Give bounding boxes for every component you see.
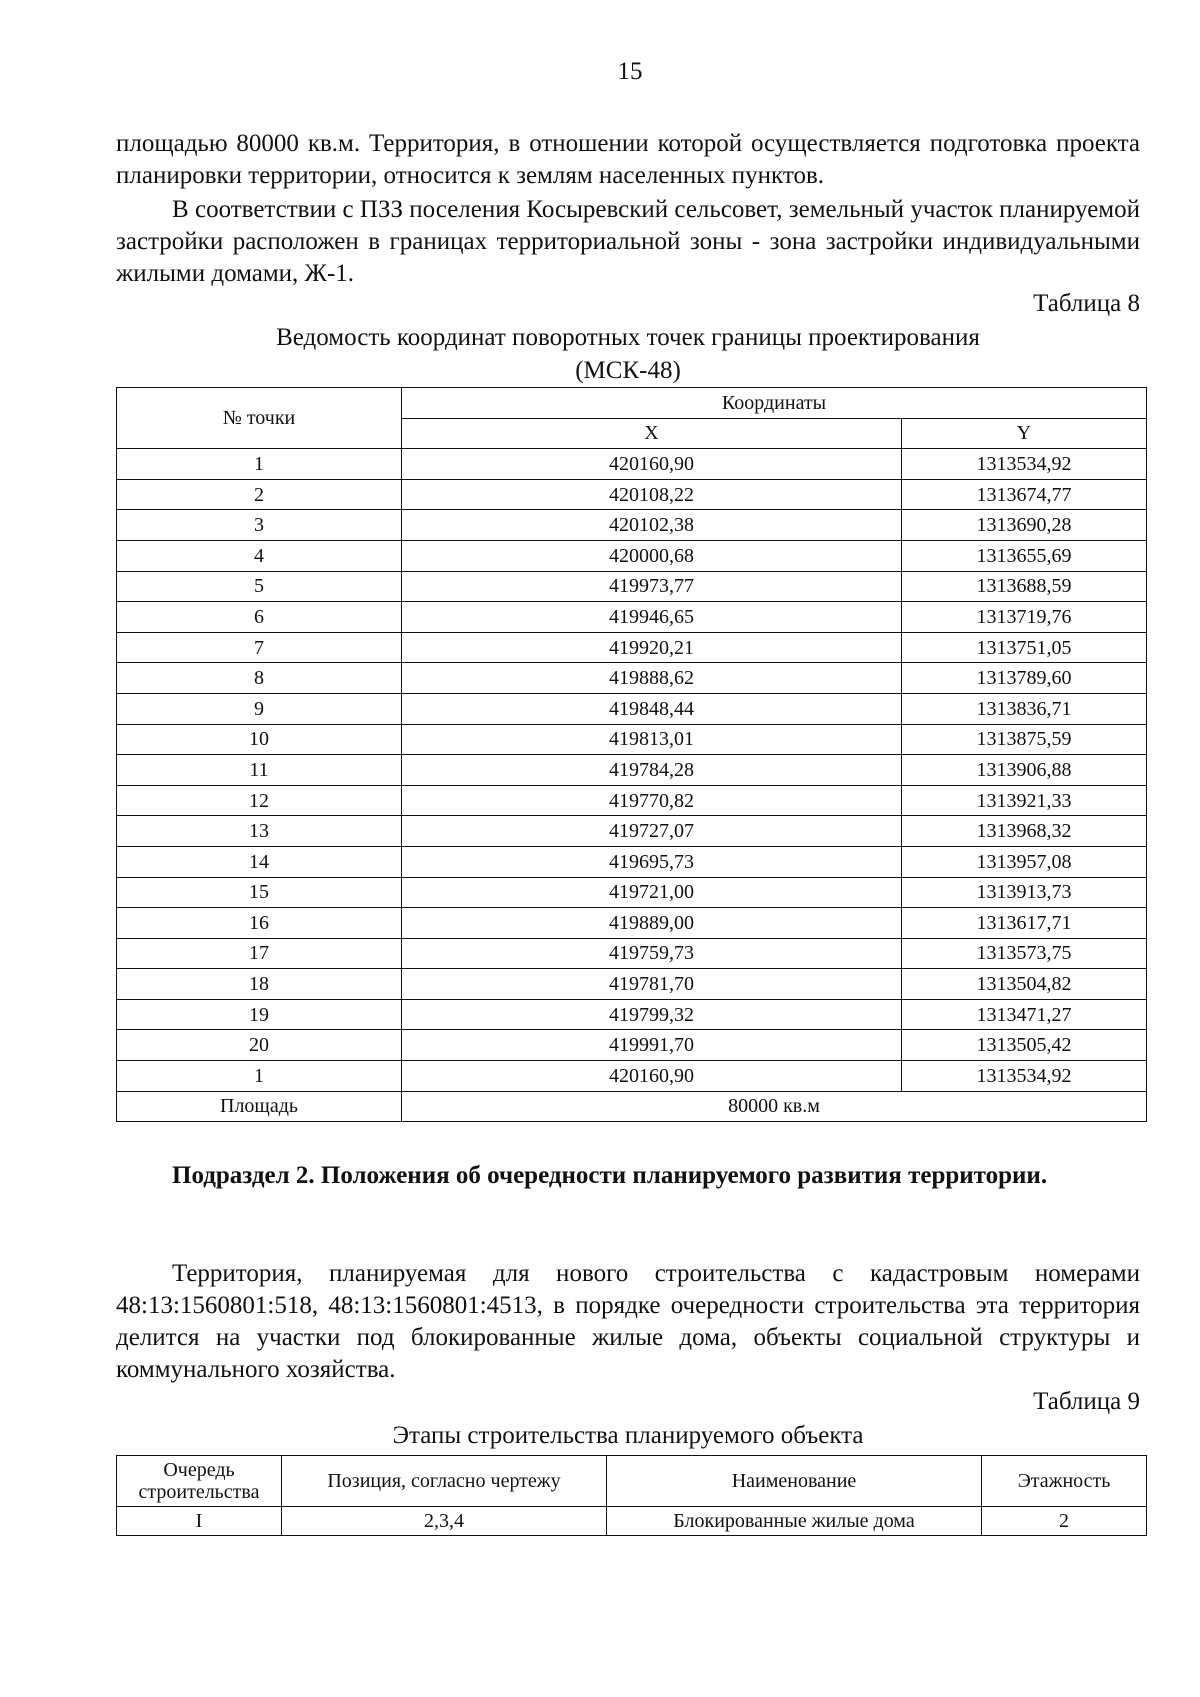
table-row xyxy=(117,908,1147,939)
point-number-cell: 17 xyxy=(117,938,402,969)
x-coordinate-cell: 420160,90 xyxy=(402,1061,902,1092)
header-y: Y xyxy=(902,418,1147,449)
table-row xyxy=(117,1507,1147,1536)
paragraph-area-land-category: площадью 80000 кв.м. Территория, в отношении которой осуществляется подготовка проекта планировки территории, относится к землям населенных пунктов. xyxy=(116,130,1140,189)
point-number-cell: 1 xyxy=(117,449,402,480)
table-8-caption-line-2: (МСК-48) xyxy=(575,357,681,384)
x-coordinate-cell: 419695,73 xyxy=(402,846,902,877)
y-coordinate-cell: 1313674,77 xyxy=(902,479,1147,510)
x-coordinate-cell: 420108,22 xyxy=(402,479,902,510)
table-row xyxy=(117,1030,1147,1061)
point-number-cell: 16 xyxy=(117,908,402,939)
point-number-cell: 20 xyxy=(117,1030,402,1061)
area-value: 80000 кв.м xyxy=(402,1091,1147,1122)
y-coordinate-cell: 1313913,73 xyxy=(902,877,1147,908)
point-number-cell: 18 xyxy=(117,969,402,1000)
y-coordinate-cell: 1313504,82 xyxy=(902,969,1147,1000)
x-coordinate-cell: 419727,07 xyxy=(402,816,902,847)
y-coordinate-cell: 1313655,69 xyxy=(902,540,1147,571)
y-coordinate-cell: 1313534,92 xyxy=(902,1061,1147,1092)
y-coordinate-cell: 1313573,75 xyxy=(902,938,1147,969)
y-coordinate-cell: 1313617,71 xyxy=(902,908,1147,939)
point-number-cell: 11 xyxy=(117,755,402,786)
construction-stages-table xyxy=(116,1455,1147,1536)
paragraph-construction-order: Территория, планируемая для нового строительства с кадастровым номерами 48:13:1560801:518, 48:13:1560801:4513, в порядке очередности строительства эта территория делится на участки под блокированные жилые дома, объекты социальной структуры и коммунального хозяйства. xyxy=(116,1260,1140,1383)
y-coordinate-cell: 1313957,08 xyxy=(902,846,1147,877)
point-number-cell: 1 xyxy=(117,1061,402,1092)
y-coordinate-cell: 1313471,27 xyxy=(902,999,1147,1030)
y-coordinate-cell: 1313505,42 xyxy=(902,1030,1147,1061)
y-coordinate-cell: 1313836,71 xyxy=(902,693,1147,724)
point-number-cell: 19 xyxy=(117,999,402,1030)
x-coordinate-cell: 419889,00 xyxy=(402,908,902,939)
x-coordinate-cell: 419888,62 xyxy=(402,663,902,694)
header-floors: Этажность xyxy=(982,1456,1147,1507)
y-coordinate-cell: 1313789,60 xyxy=(902,663,1147,694)
x-coordinate-cell: 419784,28 xyxy=(402,755,902,786)
x-coordinate-cell: 420000,68 xyxy=(402,540,902,571)
table-9-caption: Этапы строительства планируемого объекта xyxy=(392,1422,864,1449)
name-cell: Блокированные жилые дома xyxy=(607,1507,982,1536)
x-coordinate-cell: 420160,90 xyxy=(402,449,902,480)
point-number-cell: 10 xyxy=(117,724,402,755)
header-x: X xyxy=(402,418,902,449)
table-row xyxy=(117,602,1147,633)
x-coordinate-cell: 419813,01 xyxy=(402,724,902,755)
y-coordinate-cell: 1313751,05 xyxy=(902,632,1147,663)
table-row xyxy=(117,816,1147,847)
table-row xyxy=(117,755,1147,786)
area-row xyxy=(117,1091,1147,1122)
y-coordinate-cell: 1313875,59 xyxy=(902,724,1147,755)
x-coordinate-cell: 419973,77 xyxy=(402,571,902,602)
table-row xyxy=(117,1061,1147,1092)
y-coordinate-cell: 1313921,33 xyxy=(902,785,1147,816)
point-number-cell: 7 xyxy=(117,632,402,663)
y-coordinate-cell: 1313906,88 xyxy=(902,755,1147,786)
x-coordinate-cell: 419759,73 xyxy=(402,938,902,969)
x-coordinate-cell: 419920,21 xyxy=(402,632,902,663)
y-coordinate-cell: 1313968,32 xyxy=(902,816,1147,847)
table-row xyxy=(117,449,1147,480)
coordinates-table xyxy=(116,387,1147,1122)
point-number-cell: 9 xyxy=(117,693,402,724)
floors-cell: 2 xyxy=(982,1507,1147,1536)
y-coordinate-cell: 1313534,92 xyxy=(902,449,1147,480)
y-coordinate-cell: 1313719,76 xyxy=(902,602,1147,633)
paragraph-zoning: В соответствии с ПЗЗ поселения Косыревский сельсовет, земельный участок планируемой застройки расположен в границах территориальной зоны - зона застройки индивидуальными жилыми домами, Ж-1. xyxy=(116,196,1140,287)
y-coordinate-cell: 1313688,59 xyxy=(902,571,1147,602)
header-coordinates: Координаты xyxy=(402,388,1147,419)
point-number-cell: 2 xyxy=(117,479,402,510)
point-number-cell: 15 xyxy=(117,877,402,908)
header-position: Позиция, согласно чертежу xyxy=(282,1456,607,1507)
x-coordinate-cell: 419848,44 xyxy=(402,693,902,724)
point-number-cell: 8 xyxy=(117,663,402,694)
point-number-cell: 14 xyxy=(117,846,402,877)
header-construction-order: Очередь строительства xyxy=(117,1456,282,1507)
x-coordinate-cell: 420102,38 xyxy=(402,510,902,541)
position-cell: 2,3,4 xyxy=(282,1507,607,1536)
x-coordinate-cell: 419991,70 xyxy=(402,1030,902,1061)
table-row xyxy=(117,540,1147,571)
point-number-cell: 13 xyxy=(117,816,402,847)
point-number-cell: 6 xyxy=(117,602,402,633)
x-coordinate-cell: 419799,32 xyxy=(402,999,902,1030)
x-coordinate-cell: 419781,70 xyxy=(402,969,902,1000)
coordinates-table-body xyxy=(117,449,1147,1091)
page-number: 15 xyxy=(617,58,643,85)
table-row xyxy=(117,969,1147,1000)
header-point-number: № точки xyxy=(117,388,402,449)
table-row xyxy=(117,479,1147,510)
area-label: Площадь xyxy=(117,1091,402,1122)
table-row xyxy=(117,846,1147,877)
table-row xyxy=(117,938,1147,969)
table-row xyxy=(117,663,1147,694)
table-row xyxy=(117,693,1147,724)
x-coordinate-cell: 419946,65 xyxy=(402,602,902,633)
header-name: Наименование xyxy=(607,1456,982,1507)
table-8-label: Таблица 8 xyxy=(1033,290,1140,317)
construction-stages-body xyxy=(117,1507,1147,1536)
point-number-cell: 3 xyxy=(117,510,402,541)
construction-order-cell: I xyxy=(117,1507,282,1536)
table-9-label: Таблица 9 xyxy=(1033,1388,1140,1415)
table-row xyxy=(117,724,1147,755)
point-number-cell: 4 xyxy=(117,540,402,571)
table-8-caption-line-1: Ведомость координат поворотных точек границы проектирования xyxy=(276,324,980,351)
table-row xyxy=(117,999,1147,1030)
point-number-cell: 12 xyxy=(117,785,402,816)
table-row xyxy=(117,571,1147,602)
section-heading: Подраздел 2. Положения об очередности планируемого развития территории. xyxy=(172,1162,1048,1189)
table-row xyxy=(117,510,1147,541)
table-row xyxy=(117,785,1147,816)
table-row xyxy=(117,632,1147,663)
point-number-cell: 5 xyxy=(117,571,402,602)
x-coordinate-cell: 419770,82 xyxy=(402,785,902,816)
y-coordinate-cell: 1313690,28 xyxy=(902,510,1147,541)
x-coordinate-cell: 419721,00 xyxy=(402,877,902,908)
table-row xyxy=(117,877,1147,908)
